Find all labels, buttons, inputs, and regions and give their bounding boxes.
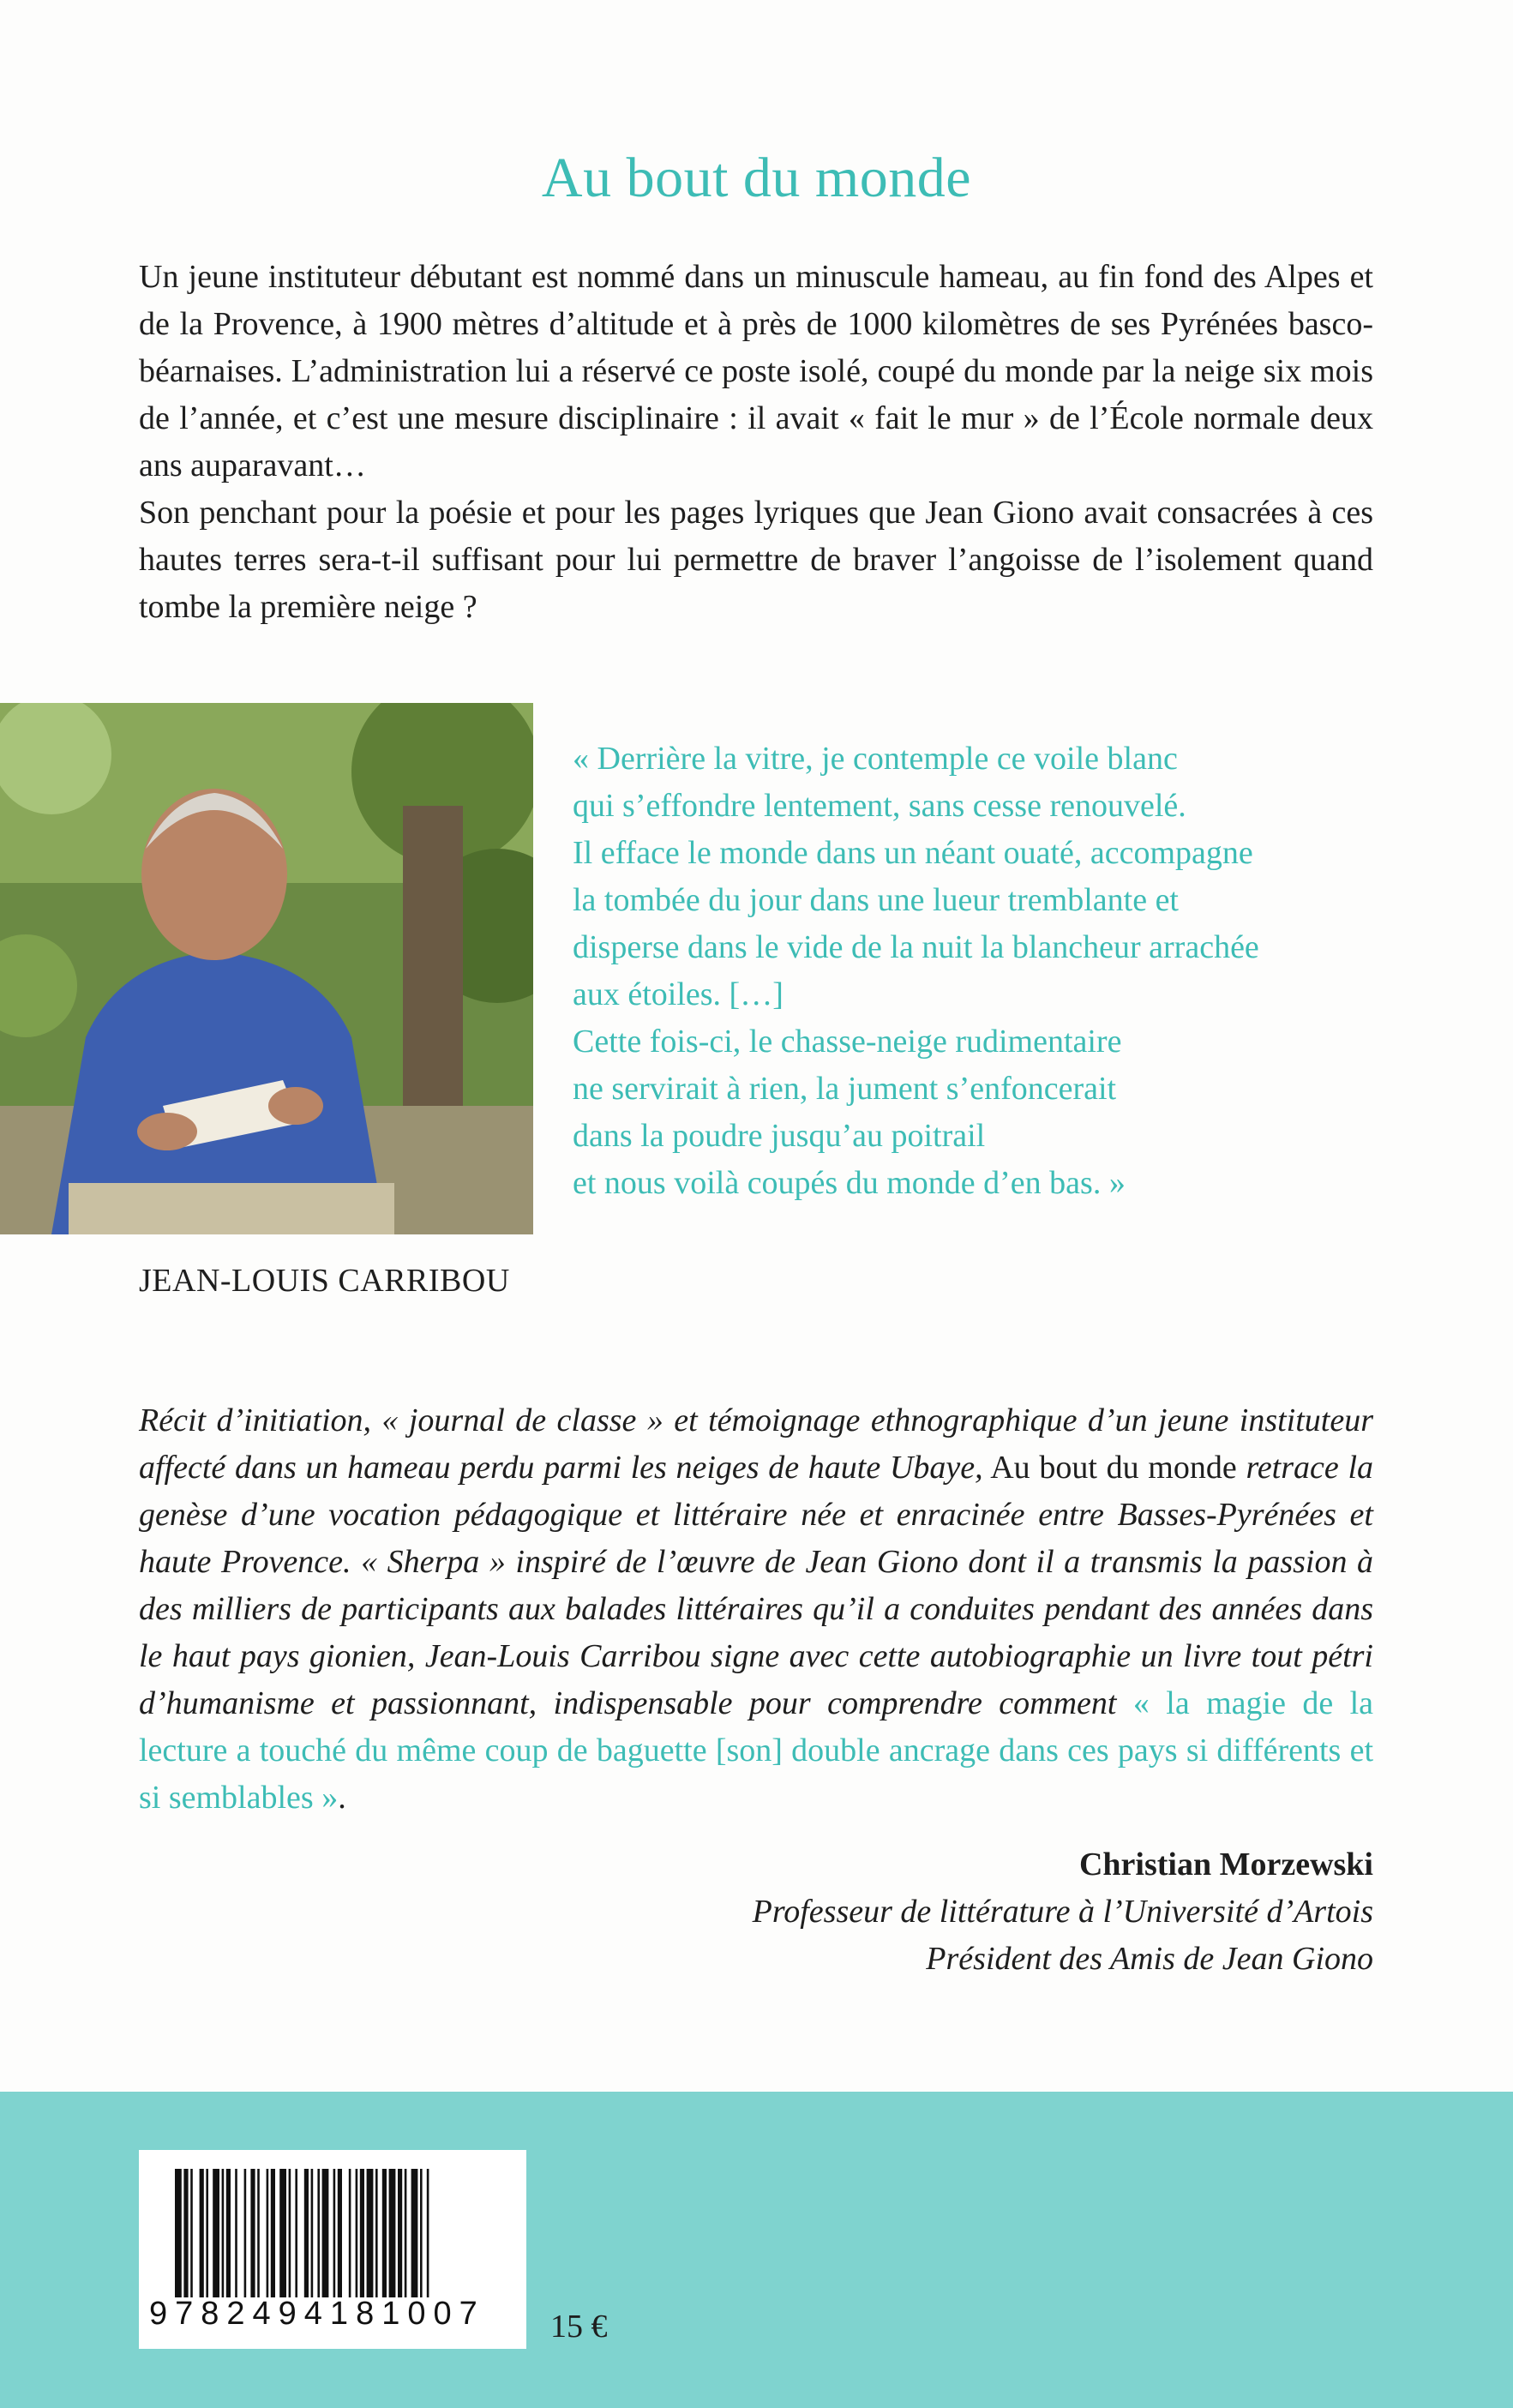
reviewer-name: Christian Morzewski <box>1078 1847 1373 1883</box>
barcode-bar <box>367 2169 374 2297</box>
review-book-title: Au bout du monde <box>990 1450 1237 1486</box>
excerpt-quote <box>573 736 1396 1207</box>
barcode-bar <box>250 2169 255 2297</box>
barcode-bar <box>235 2169 237 2297</box>
barcode-bar <box>190 2169 193 2297</box>
barcode-bar <box>411 2169 418 2297</box>
review-text <box>139 1397 1373 1822</box>
barcode-bar <box>311 2169 314 2297</box>
barcode-bar <box>405 2169 407 2297</box>
quote-line: ne servirait à rien, la jument s’enfoncerait <box>573 1071 1117 1107</box>
reviewer-signature <box>753 1841 1373 1983</box>
barcode-bar <box>317 2169 320 2297</box>
quote-line: aux étoiles. […] <box>573 976 784 1012</box>
barcode-bar <box>360 2169 364 2297</box>
quote-line: la tombée du jour dans une lueur tremblante et <box>573 882 1179 918</box>
barcode-bar <box>382 2169 387 2297</box>
barcode-bar <box>398 2169 402 2297</box>
intro-text <box>139 254 1373 631</box>
barcode-bar <box>267 2169 269 2297</box>
author-photo <box>0 703 533 1234</box>
barcode-bar <box>389 2169 396 2297</box>
reviewer-role-1: Professeur de littérature à l’Université d’Artois <box>752 1894 1373 1930</box>
barcode-bar <box>175 2169 182 2297</box>
review-part-2: retrace la genèse d’une vocation pédagogique et littéraire née et enracinée entre Basses-Pyrénées et haute Provence. « Sherpa » inspiré de l’œuvre de Jean Giono dont il a transmis la passion à des milliers de participants aux balades littéraires qu’il a conduites pendant des années dans le haut pays gionien, Jean-Louis Carribou signe avec cette autobiographie un livre tout pétri d’humanisme et passionnant, indispensable pour comprendre comment <box>139 1450 1374 1721</box>
barcode-bar <box>279 2169 286 2297</box>
barcode-bar <box>333 2169 336 2297</box>
barcode-bar <box>375 2169 378 2297</box>
quote-line: Il efface le monde dans un néant ouaté, accompagne <box>573 835 1253 871</box>
quote-line: Cette fois-ci, le chasse-neige rudimentaire <box>573 1024 1122 1060</box>
review-part-1: Récit d’initiation, « journal de classe » et témoignage ethnographique d’un jeune instituteur affecté dans un hameau perdu parmi les neiges de haute Ubaye, <box>139 1402 1373 1486</box>
price: 15 € <box>550 2309 608 2345</box>
barcode-bar <box>200 2169 204 2297</box>
barcode-bar <box>427 2169 429 2297</box>
barcode-bar <box>271 2169 275 2297</box>
barcode-bar <box>226 2169 231 2297</box>
barcode-bar <box>356 2169 358 2297</box>
barcode-bar <box>257 2169 260 2297</box>
barcode-bar <box>222 2169 225 2297</box>
barcode-bar <box>322 2169 329 2297</box>
isbn-number: 9782494181007 <box>149 2296 485 2332</box>
quote-line: disperse dans le vide de la nuit la blancheur arrachée <box>573 929 1259 965</box>
review-end-punctuation: . <box>338 1780 346 1816</box>
quote-line: et nous voilà coupés du monde d’en bas. » <box>573 1165 1126 1201</box>
barcode <box>139 2150 526 2349</box>
author-name: JEAN-LOUIS CARRIBOU <box>139 1263 510 1299</box>
intro-paragraph-2: Son penchant pour la poésie et pour les pages lyriques que Jean Giono avait consacrées à ces hautes terres sera-t-il suffisant pour lui permettre de braver l’angoisse de l’isolement quand tombe la première neige ? <box>139 495 1373 625</box>
barcode-bar <box>304 2169 309 2297</box>
barcode-bar <box>183 2169 188 2297</box>
barcode-bar <box>289 2169 291 2297</box>
reviewer-role-2: Président des Amis de Jean Giono <box>926 1941 1373 1977</box>
book-title: Au bout du monde <box>541 147 972 209</box>
barcode-bar <box>420 2169 423 2297</box>
intro-paragraph-1: Un jeune instituteur débutant est nommé dans un minuscule hameau, au fin fond des Alpes et de la Provence, à 1900 mètres d’altitude et à près de 1000 kilomètres de ses Pyrénées basco-béarnaises. L’administration lui a réservé ce poste isolé, coupé du monde par la neige six mois de l’année, et c’est une mesure disciplinaire : il avait « fait le mur » de l’École normale deux ans auparavant… <box>139 259 1373 483</box>
barcode-bar <box>349 2169 351 2297</box>
barcode-bar <box>244 2169 247 2297</box>
quote-line: qui s’effondre lentement, sans cesse renouvelé. <box>573 788 1186 824</box>
barcode-bar <box>295 2169 297 2297</box>
barcode-bar <box>213 2169 219 2297</box>
review-quoted-text: « la magie de la lecture a touché du même coup de baguette [son] double ancrage dans ces pays si différents et si semblables » <box>139 1685 1374 1816</box>
quote-line: dans la poudre jusqu’au poitrail <box>573 1118 986 1154</box>
quote-line: « Derrière la vitre, je contemple ce voile blanc <box>573 741 1178 777</box>
barcode-bar <box>338 2169 342 2297</box>
barcode-bars <box>175 2169 492 2297</box>
barcode-bar <box>206 2169 208 2297</box>
